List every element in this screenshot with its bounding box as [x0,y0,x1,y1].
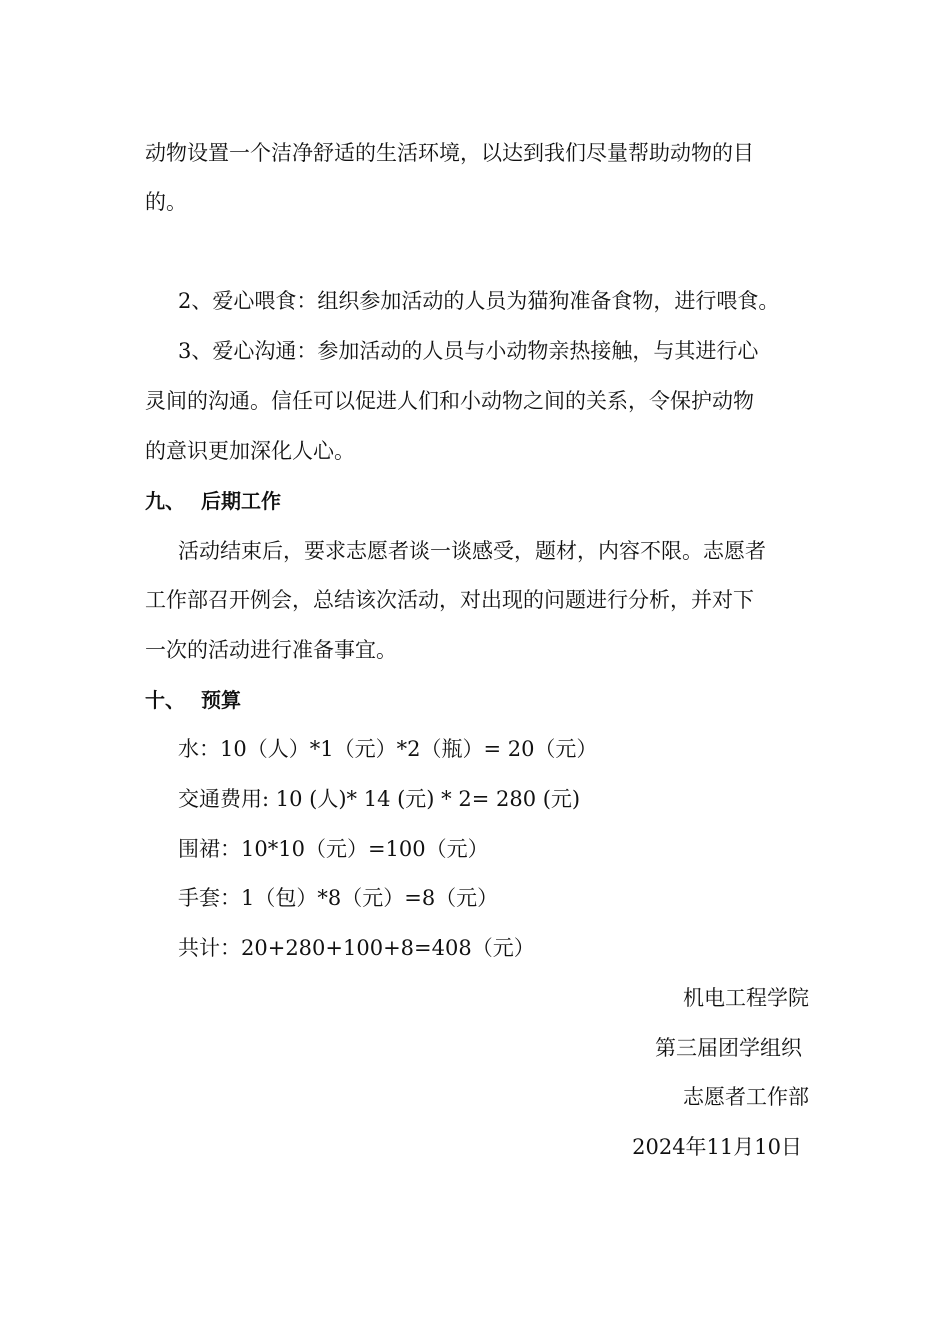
signature-date: 2024年11月10日 [632,1135,802,1159]
section9-line-3: 一次的活动进行准备事宜。 [145,638,397,662]
signature-org: 第三届团学组织 [655,1036,802,1060]
item2-paragraph: 2、爱心喂食：组织参加活动的人员为猫狗准备食物，进行喂食。 [178,289,780,313]
item3-line-2: 灵间的沟通。信任可以促进人们和小动物之间的关系，令保护动物 [145,389,754,413]
section9-line-2: 工作部召开例会，总结该次活动，对出现的问题进行分析，并对下 [145,588,754,612]
intro-line-2: 的。 [145,190,187,214]
section9-heading [145,487,805,515]
budget-item-apron: 围裙：10*10（元）=100（元） [178,837,489,861]
section9-line-1: 活动结束后，要求志愿者谈一谈感受，题材，内容不限。志愿者 [178,539,766,563]
budget-item-water: 水：10（人）*1（元）*2（瓶）= 20（元） [178,737,598,761]
intro-line-1: 动物设置一个洁净舒适的生活环境，以达到我们尽量帮助动物的目 [145,141,754,165]
section9-title: 后期工作 [201,489,281,513]
budget-total: 共计：20+280+100+8=408（元） [178,936,535,960]
section9-number: 九、 [145,489,185,513]
signature-dept: 志愿者工作部 [683,1085,809,1109]
signature-college: 机电工程学院 [683,986,809,1010]
section10-title: 预算 [201,688,241,712]
budget-item-transport: 交通费用: 10 (人)* 14 (元) * 2= 280 (元) [178,787,581,811]
item3-line-3: 的意识更加深化人心。 [145,439,355,463]
section10-number: 十、 [145,688,185,712]
budget-item-gloves: 手套：1（包）*8（元）=8（元） [178,886,499,910]
section10-heading [145,686,805,714]
item3-line-1: 3、爱心沟通：参加活动的人员与小动物亲热接触，与其进行心 [178,339,759,363]
